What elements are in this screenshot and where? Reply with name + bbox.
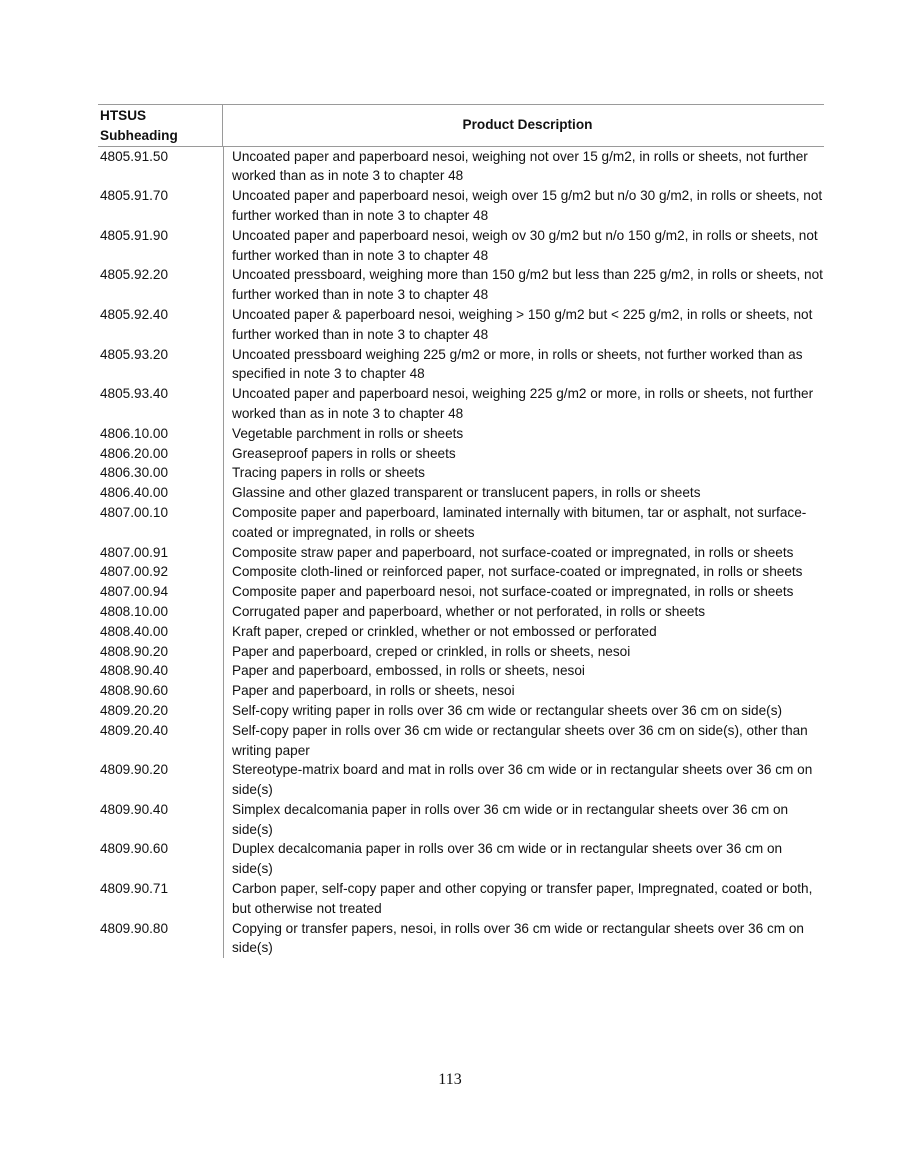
hts-code: 4809.90.60 [100, 841, 169, 857]
table-row [98, 642, 824, 662]
table-row [98, 721, 824, 761]
product-description: Carbon paper, self-copy paper and other copying or transfer paper, Impregnated, coated or both, but otherwise not treated [232, 881, 813, 916]
hts-code: 4809.90.71 [100, 881, 169, 897]
hts-code: 4807.00.92 [100, 564, 169, 580]
product-description: Vegetable parchment in rolls or sheets [232, 425, 464, 441]
hts-code: 4805.91.70 [100, 188, 169, 204]
table-row [98, 345, 824, 385]
hts-code: 4805.93.40 [100, 386, 169, 402]
product-description: Duplex decalcomania paper in rolls over 36 cm wide or in rectangular sheets over 36 cm on side(s) [232, 841, 783, 877]
hts-code: 4805.92.20 [100, 267, 169, 283]
table-row [98, 305, 824, 345]
product-description: Composite paper and paperboard, laminated internally with bitumen, tar or asphalt, not surface-coated or impregnated, in rolls or sheets [232, 504, 807, 540]
hts-code: 4809.90.40 [100, 801, 169, 817]
product-description: Glassine and other glazed transparent or translucent papers, in rolls or sheets [232, 485, 701, 501]
table-row [98, 562, 824, 582]
table-row [98, 919, 824, 959]
product-description: Paper and paperboard, embossed, in rolls or sheets, nesoi [232, 663, 585, 679]
hts-code: 4808.10.00 [100, 603, 169, 619]
product-description: Self-copy writing paper in rolls over 36 cm wide or rectangular sheets over 36 cm on side(s) [232, 702, 783, 718]
table-row [98, 800, 824, 840]
table-row [98, 503, 824, 543]
hts-code: 4809.20.20 [100, 702, 169, 718]
table-row [98, 760, 824, 800]
hts-code: 4808.90.20 [100, 643, 169, 659]
hts-code: 4807.00.10 [100, 504, 169, 520]
hts-code: 4808.40.00 [100, 623, 169, 639]
product-description: Tracing papers in rolls or sheets [232, 465, 425, 481]
hts-code: 4805.92.40 [100, 306, 169, 322]
hts-code: 4806.40.00 [100, 485, 169, 501]
table-body [98, 147, 824, 959]
table-row [98, 701, 824, 721]
table-row [98, 147, 824, 187]
header-subheading: HTSUS Subheading [98, 105, 223, 146]
product-description: Kraft paper, creped or crinkled, whether or not embossed or perforated [232, 623, 657, 639]
table-row [98, 444, 824, 464]
product-description: Composite paper and paperboard nesoi, not surface-coated or impregnated, in rolls or sheets [232, 584, 794, 600]
product-description: Simplex decalcomania paper in rolls over 36 cm wide or in rectangular sheets over 36 cm on side(s) [232, 801, 789, 837]
hts-code: 4805.91.50 [100, 148, 169, 164]
product-description: Uncoated paper and paperboard nesoi, weigh over 15 g/m2 but n/o 30 g/m2, in rolls or sheets, not further worked than in note 3 to chapter 48 [232, 188, 823, 223]
product-description: Corrugated paper and paperboard, whether or not perforated, in rolls or sheets [232, 603, 706, 619]
table-header [98, 104, 824, 147]
table-row [98, 681, 824, 701]
hts-code: 4806.20.00 [100, 445, 169, 461]
hts-code: 4807.00.94 [100, 584, 169, 600]
hts-code: 4809.20.40 [100, 722, 169, 738]
hts-code: 4805.93.20 [100, 346, 169, 362]
table-row [98, 582, 824, 602]
table-row [98, 602, 824, 622]
table-row [98, 622, 824, 642]
hts-code: 4808.90.40 [100, 663, 169, 679]
table-row [98, 424, 824, 444]
product-description: Uncoated paper & paperboard nesoi, weighing > 150 g/m2 but < 225 g/m2, in rolls or sheets, not further worked than in note 3 to chapter 48 [232, 306, 813, 342]
table-row [98, 265, 824, 305]
product-description: Greaseproof papers in rolls or sheets [232, 445, 456, 461]
table-row [98, 483, 824, 503]
header-product-description: Product Description [462, 117, 593, 133]
product-description: Self-copy paper in rolls over 36 cm wide or rectangular sheets over 36 cm on side(s), other than writing paper [232, 722, 808, 758]
hts-code: 4808.90.60 [100, 683, 169, 699]
product-description: Paper and paperboard, in rolls or sheets, nesoi [232, 683, 515, 699]
product-description: Uncoated pressboard weighing 225 g/m2 or more, in rolls or sheets, not further worked than as specified in note 3 to chapter 48 [232, 346, 803, 382]
hts-code: 4806.30.00 [100, 465, 169, 481]
product-description: Uncoated pressboard, weighing more than 150 g/m2 but less than 225 g/m2, in rolls or sheets, not further worked than in note 3 to chapter 48 [232, 267, 823, 303]
hts-table [98, 104, 824, 958]
product-description: Copying or transfer papers, nesoi, in rolls over 36 cm wide or rectangular sheets over 36 cm on side(s) [232, 920, 804, 956]
product-description: Composite cloth-lined or reinforced paper, not surface-coated or impregnated, in rolls or sheets [232, 564, 803, 580]
page-number: 113 [438, 1071, 462, 1088]
product-description: Uncoated paper and paperboard nesoi, weigh ov 30 g/m2 but n/o 150 g/m2, in rolls or sheets, not further worked than in note 3 to chapter 48 [232, 227, 818, 263]
table-row [98, 661, 824, 681]
table-row [98, 839, 824, 879]
hts-code: 4809.90.20 [100, 762, 169, 778]
table-row [98, 384, 824, 424]
table-row [98, 879, 824, 919]
hts-code: 4807.00.91 [100, 544, 169, 560]
table-row [98, 463, 824, 483]
table-row [98, 186, 824, 226]
hts-code: 4809.90.80 [100, 920, 169, 936]
product-description: Composite straw paper and paperboard, not surface-coated or impregnated, in rolls or sheets [232, 544, 794, 560]
product-description: Uncoated paper and paperboard nesoi, weighing 225 g/m2 or more, in rolls or sheets, not further worked than as in note 3 to chapter 48 [232, 386, 814, 421]
product-description: Stereotype-matrix board and mat in rolls over 36 cm wide or in rectangular sheets over 36 cm on side(s) [232, 762, 813, 798]
hts-code: 4806.10.00 [100, 425, 169, 441]
hts-code: 4805.91.90 [100, 227, 169, 243]
product-description: Paper and paperboard, creped or crinkled, in rolls or sheets, nesoi [232, 643, 631, 659]
product-description: Uncoated paper and paperboard nesoi, weighing not over 15 g/m2, in rolls or sheets, not further worked than as in note 3 to chapter 48 [232, 148, 808, 184]
table-row [98, 226, 824, 266]
table-row [98, 543, 824, 563]
